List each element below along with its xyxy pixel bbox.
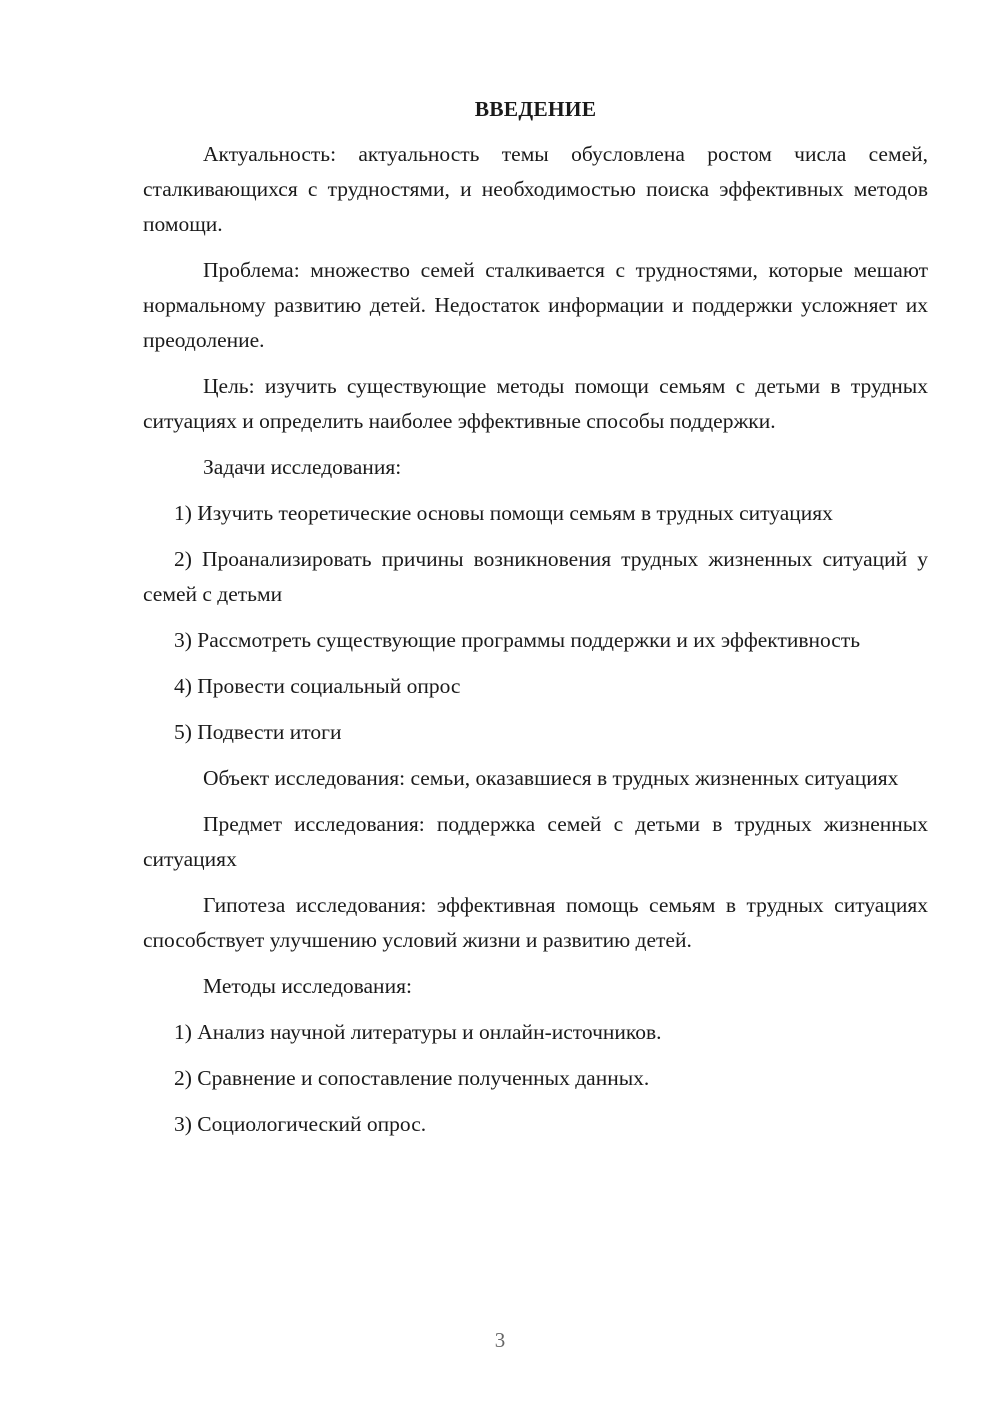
method-item: 2) Сравнение и сопоставление полученных данных. bbox=[174, 1066, 650, 1090]
relevance-paragraph: Актуальность: актуальность темы обусловлена ростом числа семей, сталкивающихся с трудностями, и необходимостью поиска эффективных методов помощи. bbox=[143, 142, 928, 236]
subject-paragraph: Предмет исследования: поддержка семей с детьми в трудных жизненных ситуациях bbox=[143, 812, 928, 871]
methods-heading: Методы исследования: bbox=[203, 974, 412, 998]
goal-paragraph: Цель: изучить существующие методы помощи семьям с детьми в трудных ситуациях и определить наиболее эффективные способы поддержки. bbox=[143, 374, 928, 433]
page-content bbox=[143, 92, 928, 1153]
task-item: 1) Изучить теоретические основы помощи семьям в трудных ситуациях bbox=[174, 501, 833, 525]
task-item: 2) Проанализировать причины возникновения трудных жизненных ситуаций у семей с детьми bbox=[143, 547, 928, 606]
hypothesis-paragraph: Гипотеза исследования: эффективная помощь семьям в трудных ситуациях способствует улучшению условий жизни и развитию детей. bbox=[143, 893, 928, 952]
task-item: 4) Провести социальный опрос bbox=[174, 674, 461, 698]
object-paragraph: Объект исследования: семьи, оказавшиеся в трудных жизненных ситуациях bbox=[203, 766, 899, 790]
task-item: 5) Подвести итоги bbox=[174, 720, 342, 744]
problem-paragraph: Проблема: множество семей сталкивается с трудностями, которые мешают нормальному развитию детей. Недостаток информации и поддержки усложняет их преодоление. bbox=[143, 258, 928, 352]
method-item: 3) Социологический опрос. bbox=[174, 1112, 427, 1136]
task-item: 3) Рассмотреть существующие программы поддержки и их эффективность bbox=[174, 628, 861, 652]
section-title: ВВЕДЕНИЕ bbox=[474, 97, 597, 121]
method-item: 1) Анализ научной литературы и онлайн-источников. bbox=[174, 1020, 662, 1044]
tasks-heading: Задачи исследования: bbox=[203, 455, 402, 479]
page-number: 3 bbox=[494, 1328, 506, 1352]
